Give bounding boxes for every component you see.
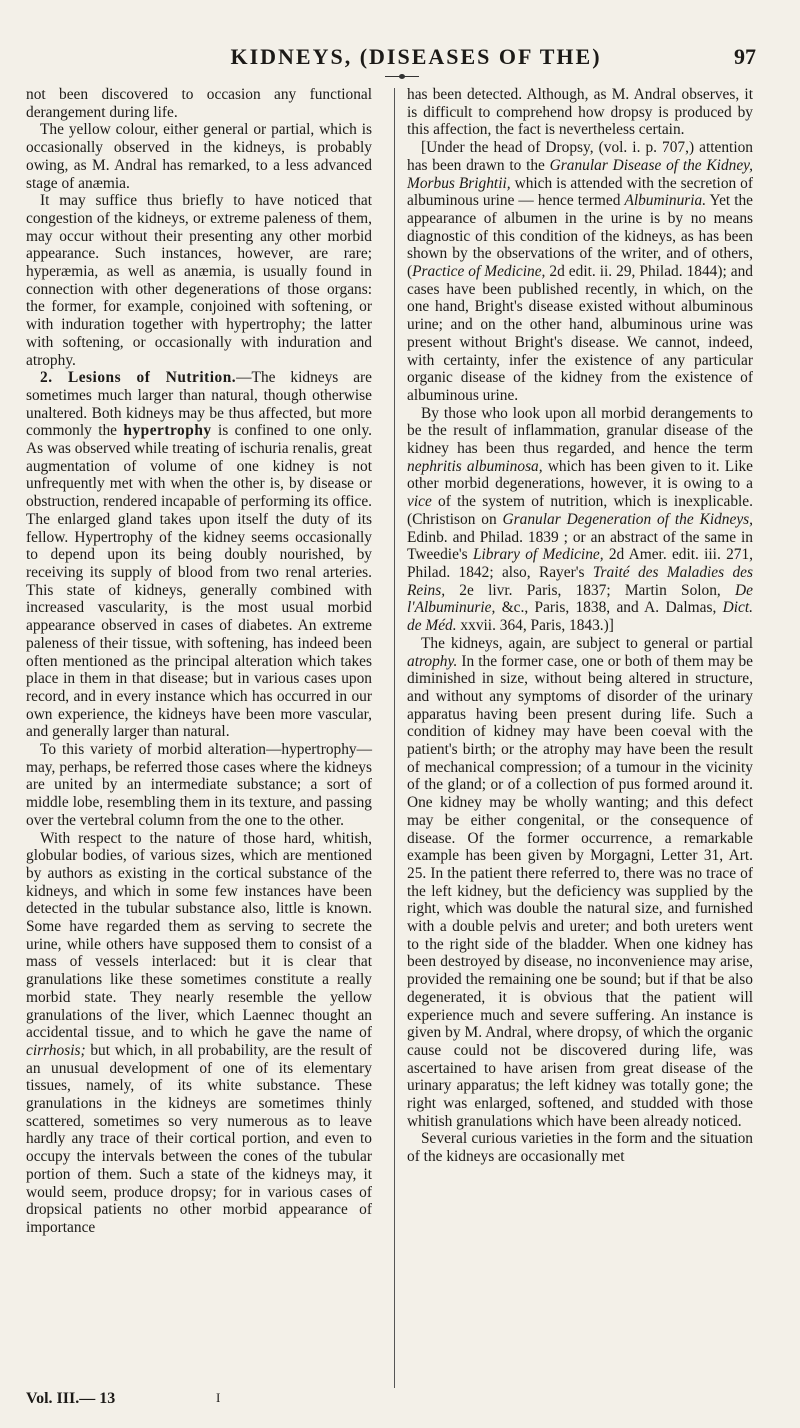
paragraph: not been discovered to occasion any functional derangement during life. xyxy=(26,86,372,121)
paragraph: The kidneys, again, are subject to general or partial atrophy. In the former case, one or both of them may be diminished in size, without being altered in structure, and without any symptoms of disorder of the urinary apparatus having been present during life. Such a condition of kidney may have been coeval with the patient's birth; or the atrophy may have been the result of mechanical compression; of a tumour in the vicinity of the gland; or of a collection of pus formed around it. One kidney may be wholly wanting; and this defect may be either congenital, or the consequence of disease. Of the former occurrence, a remarkable example has been given by Morgagni, Letter 31, Art. 25. In the patient there referred to, there was no trace of the left kidney, but the deficiency was supplied by the right, which was double the natural size, and furnished with a double pelvis and ureter; and both ureters went to the right side of the bladder. When one kidney has been destroyed by disease, no inconvenience may arise, provided the remaining one be sound; but if that be also degenerated, it is obvious that the patient will experience much and severe suffering. An instance is given by M. Andral, where dropsy, of which the organic cause could not be discovered during life, was ascertained to have arisen from great disease of the urinary apparatus; the left kidney was totally gone; the right was enlarged, softened, and studded with those whitish granulations which have been already noticed. xyxy=(407,634,753,1130)
left-column xyxy=(26,86,372,1237)
signature-line xyxy=(26,1390,372,1408)
paragraph: By those who look upon all morbid derangements to be the result of inflammation, granular disease of the kidney has been thus regarded, and hence the term nephritis albuminosa, which has been given to it. Like other morbid degenerations, however, it is owing to a vice of the system of nutrition, which is inexplicable. (Christison on Granular Degeneration of the Kidneys, Edinb. and Philad. 1839 ; or an abstract of the same in Tweedie's Library of Medicine, 2d Amer. edit. iii. 271, Philad. 1842; also, Rayer's Traité des Maladies des Reins, 2e livr. Paris, 1837; Martin Solon, De l'Albuminurie, &c., Paris, 1838, and A. Dalmas, Dict. de Méd. xxvii. 364, Paris, 1843.)] xyxy=(407,404,754,635)
volume-signature: Vol. III.— 13 xyxy=(26,1390,116,1407)
signature-mark: I xyxy=(216,1390,221,1405)
section-heading: 2. Lesions of Nutrition. xyxy=(40,369,237,387)
right-column xyxy=(407,86,753,1166)
key-term: cirrhosis; xyxy=(26,1041,86,1059)
paragraph: 2. Lesions of Nutrition.—The kidneys are sometimes much larger than natural, though otherwise unaltered. Both kidneys may be thus affected, but more commonly the hypertrophy is confined to one only. As was observed while treating of ischuria renalis, great augmentation of volume of one kidney is not unfrequently met with when the other is, by disease or obstruction, rendered incapable of performing its office. The enlarged gland takes upon itself the duty of its fellow. Hypertrophy of the kidney seems occasionally to depend upon its being doubly nourished, by receiving its supply of blood from two renal arteries. This state of kidneys, generally combined with increased vascularity, is the most usual morbid appearance observed in cases of diabetes. An extreme paleness of their tissue, with softening, has indeed been often mentioned as the principal alteration which takes place in them in that disease; but in various cases upon record, and in every instance which has occurred in our own experience, the kidneys have been more vascular, and generally larger than natural. xyxy=(26,369,372,741)
paragraph: It may suffice thus briefly to have noticed that congestion of the kidneys, or extreme paleness of them, may occur without their presenting any other morbid appearance. Such instances, however, are rare; hyperæmia, as well as anæmia, is usually found in connection with other degenerations of those organs: the former, for example, conjoined with softening, or with induration together with hypertrophy; the latter with softening, or occasionally with induration and atrophy. xyxy=(26,192,372,369)
paragraph: has been detected. Although, as M. Andral observes, it is difficult to comprehend how dropsy is produced by this affection, the fact is nevertheless certain. xyxy=(407,86,753,139)
key-term: hypertrophy xyxy=(123,422,212,440)
page-header xyxy=(82,44,756,72)
paragraph: [Under the head of Dropsy, (vol. i. p. 707,) attention has been drawn to the Granular Disease of the Kidney, Morbus Brightii, which is attended with the secretion of albuminous urine — hence termed Albuminuria. Yet the appearance of albumen in the urine is by no means diagnostic of this condition of the kidneys, as has been shown by the observations of the writer, and of others, (Practice of Medicine, 2d edit. ii. 29, Philad. 1844); and cases have been published recently, in which, on the one hand, Bright's disease existed without albuminous urine; and on the other hand, albuminous urine was present without Bright's disease. We cannot, indeed, with certainty, infer the existence of any particular organic disease of the kidney from the existence of albuminous urine. xyxy=(407,139,754,404)
paragraph: With respect to the nature of those hard, whitish, globular bodies, of various sizes, which are mentioned by authors as existing in the cortical substance of the kidneys, and which in some few instances have been detected in the tubular substance also, little is known. Some have regarded them as serving to secrete the urine, while others have supposed them to consist of a mass of vessels interlaced: but it is clear that granulations like these sometimes constitute a really morbid state. They nearly resemble the yellow granulations of the liver, which Laennec thought an accidental tissue, and to which he gave the name of cirrhosis; but which, in all probability, are the result of an unusual development of one of its elementary tissues, namely, of its white substance. These granulations in the kidneys are sometimes thinly scattered, sometimes so very numerous as to leave hardly any trace of their cortical portion, and even to occupy the intervals between the cones of the tubular portion of them. Such a state of the kidneys may, it would seem, produce dropsy; for in various cases of dropsical patients no other morbid appearance of importance xyxy=(26,829,372,1236)
page-number: 97 xyxy=(734,44,756,69)
header-ornament xyxy=(385,74,419,80)
paragraph: To this variety of morbid alteration—hypertrophy—may, perhaps, be referred those cases where the kidneys are united by an intermediate substance; a sort of middle lobe, resembling them in its texture, and passing over the vertebral column from the one to the other. xyxy=(26,741,372,829)
running-title: KIDNEYS, (DISEASES OF THE) xyxy=(230,44,602,69)
paragraph: Several curious varieties in the form and the situation of the kidneys are occasionally met xyxy=(407,1130,753,1166)
column-divider xyxy=(394,88,395,1388)
paragraph: The yellow colour, either general or partial, which is occasionally observed in the kidneys, is probably owing, as M. Andral has remarked, to a less advanced stage of anæmia. xyxy=(26,121,372,192)
